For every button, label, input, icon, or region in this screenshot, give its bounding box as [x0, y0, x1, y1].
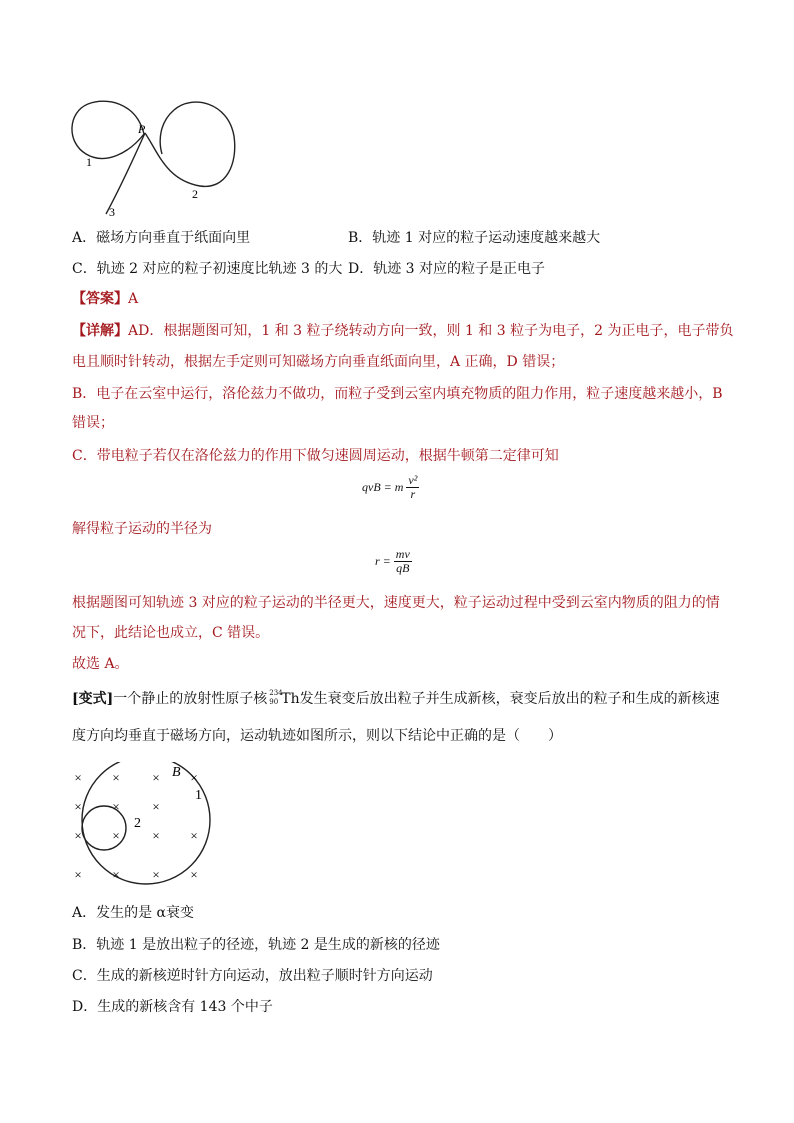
field-cross-mark: × — [152, 799, 160, 814]
thorium-isotope: 234 90 — [269, 689, 283, 706]
variant-option-a: A．发生的是 α衰变 — [72, 905, 195, 921]
track-diagram — [66, 92, 246, 220]
label-3: 3 — [109, 205, 115, 219]
equation-radius: r = $\frac{mv}{qB}$ — [375, 547, 410, 575]
detail-line-4: 错误； — [72, 415, 114, 431]
option-c: C．轨迹 2 对应的粒子初速度比轨迹 3 的大 — [72, 261, 343, 277]
answer-value: A — [128, 291, 139, 307]
field-cross-mark: × — [152, 770, 160, 785]
equation-lorentz: qvB = m $\frac{\text{v²}}{r}$ — [362, 473, 418, 501]
detail-label: 【详解】 — [72, 323, 128, 339]
field-cross-mark: × — [112, 828, 120, 843]
field-cross-mark: × — [112, 799, 120, 814]
label-1: 1 — [195, 788, 202, 803]
option-a: A．磁场方向垂直于纸面向里 — [72, 230, 251, 246]
field-cross-mark: × — [112, 867, 120, 882]
label-2: 2 — [192, 187, 198, 201]
field-cross-mark: × — [74, 799, 82, 814]
field-cross-mark: × — [112, 770, 120, 785]
answer-line — [72, 289, 138, 309]
field-cross-mark: × — [152, 867, 160, 882]
variant-option-c: C．生成的新核逆时针方向运动，放出粒子顺时针方向运动 — [72, 968, 433, 984]
detail-line-5: C．带电粒子若仅在洛伦兹力的作用下做匀速圆周运动，根据牛顿第二定律可知 — [72, 448, 559, 464]
detail-line-8: 况下，此结论也成立，C 错误。 — [72, 625, 270, 641]
field-cross-mark: × — [74, 770, 82, 785]
variant-line-1: [变式]一个静止的放射性原子核 234 90 Th发生衰变后放出粒子并生成新核，衰变后放出的粒子和生成的新核速 — [72, 689, 720, 707]
option-d: D．轨迹 3 对应的粒子是正电子 — [348, 261, 546, 277]
field-cross-mark: × — [190, 867, 198, 882]
variant-option-d: D．生成的新核含有 143 个中子 — [72, 999, 273, 1015]
label-1: 1 — [86, 155, 92, 169]
option-b: B．轨迹 1 对应的粒子运动速度越来越大 — [348, 230, 601, 246]
detail-line-2: 电且顺时针转动，根据左手定则可知磁场方向垂直纸面向里，A 正确，D 错误； — [72, 354, 565, 370]
field-cross-mark: × — [74, 828, 82, 843]
track-2 — [145, 102, 235, 186]
field-cross-mark: × — [74, 867, 82, 882]
variant-option-b: B．轨迹 1 是放出粒子的径迹，轨迹 2 是生成的新核的径迹 — [72, 937, 440, 953]
answer-label: 【答案】 — [72, 291, 128, 307]
field-cross-mark: × — [190, 828, 198, 843]
detail-line-9: 故选 A。 — [72, 656, 129, 672]
detail-line-3: B．电子在云室中运行，洛伦兹力不做功，而粒子受到云室内填充物质的阻力作用，粒子速度越来越小，B — [72, 386, 723, 402]
detail-line-7: 根据题图可知轨迹 3 对应的粒子运动的半径更大，速度更大，粒子运动过程中受到云室内物质的阻力的情 — [72, 595, 720, 611]
track-1 — [72, 101, 144, 158]
detail-line-6: 解得粒子运动的半径为 — [72, 521, 212, 537]
track-3 — [106, 133, 145, 214]
label-b: B — [172, 765, 181, 780]
variant-line-2: 度方向均垂直于磁场方向，运动轨迹如图所示，则以下结论中正确的是（ ） — [72, 728, 562, 744]
field-cross-mark: × — [190, 770, 198, 785]
magnetic-field-diagram — [66, 762, 212, 886]
label-2: 2 — [134, 816, 141, 831]
label-p: P — [138, 122, 146, 136]
detail-line-1: 【详解】AD．根据题图可知，1 和 3 粒子绕转动方向一致，则 1 和 3 粒子为电子，2 为正电子，电子带负 — [72, 323, 734, 339]
field-cross-mark: × — [152, 828, 160, 843]
variant-label: [变式] — [72, 691, 114, 707]
